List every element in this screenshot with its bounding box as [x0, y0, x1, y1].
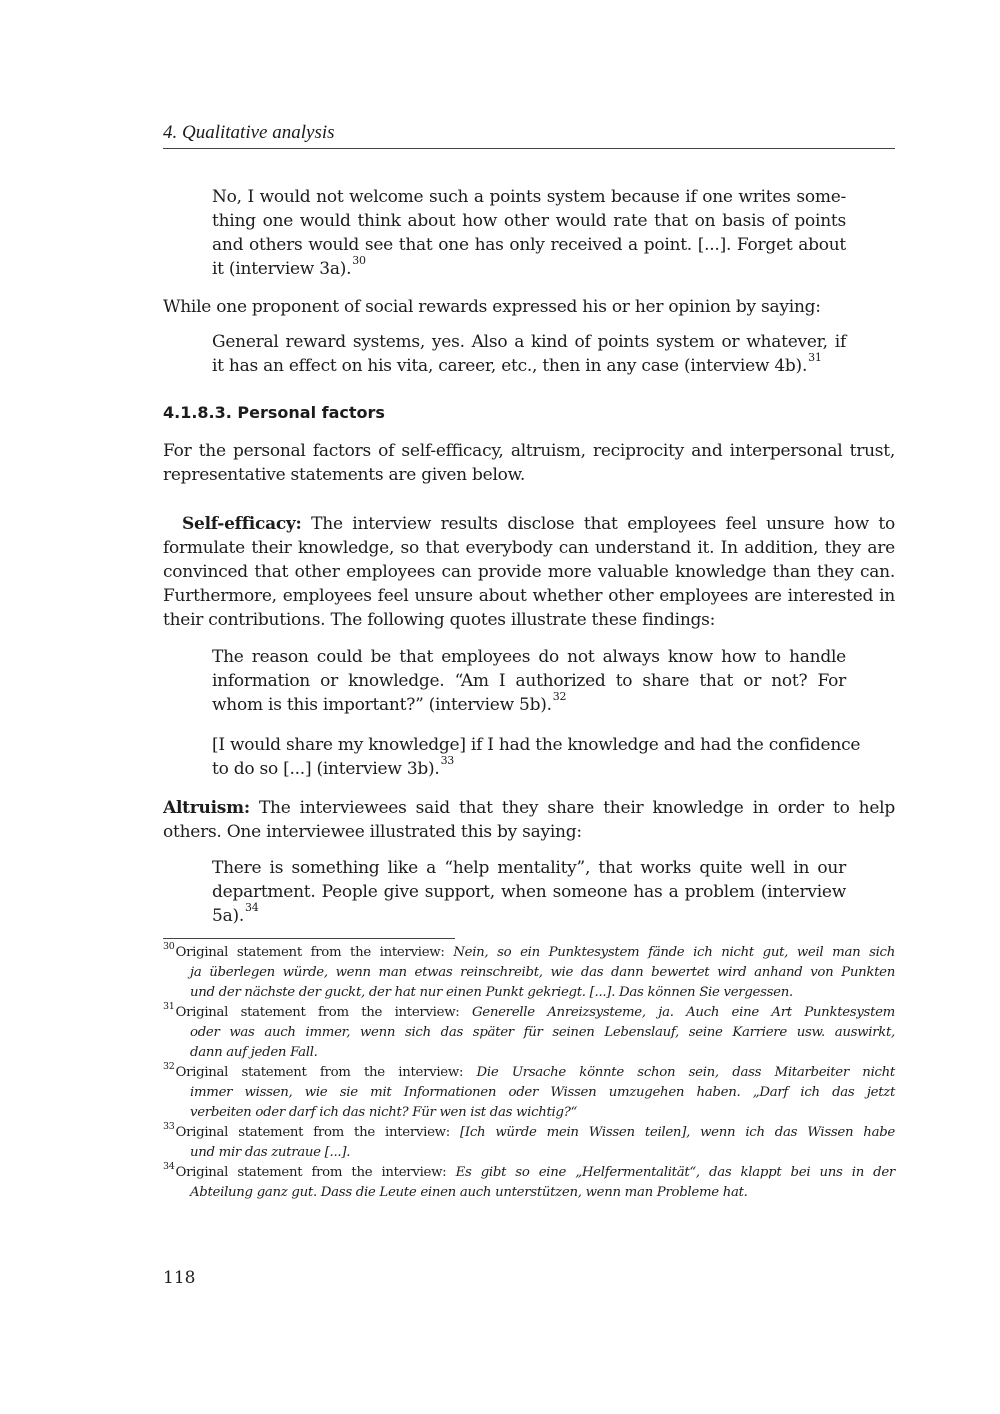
- section-heading: 4.1.8.3. Personal factors: [163, 403, 385, 422]
- quote-line: There is something like a “help mentality”, that works quite well in our: [212, 858, 846, 878]
- paragraph-self-efficacy: [163, 512, 895, 632]
- footnote-line: [163, 1063, 895, 1083]
- paragraph-line-text: The interviewees said that they share their knowledge in order to help: [258, 798, 895, 818]
- quote-line: [I would share my knowledge] if I had the knowledge and had the confidence: [212, 735, 861, 755]
- quote-line: [212, 254, 846, 281]
- quote-line-text: it (interview 3a).: [212, 259, 352, 279]
- footnote-number: 33: [163, 1121, 175, 1132]
- quote-line-text: 5a).: [212, 906, 244, 926]
- paragraph-altruism: [163, 796, 895, 844]
- quote-line: [212, 351, 846, 378]
- quote-line: [212, 690, 846, 717]
- paragraph-line: While one proponent of social rewards expressed his or her opinion by saying:: [163, 297, 821, 317]
- block-quote-interview-3b: [212, 733, 861, 781]
- footnote-number: 30: [163, 941, 175, 952]
- footnote-line: verbeiten oder darf ich das nicht? Für wen ist das wichtig?“: [190, 1105, 578, 1120]
- block-quote-interview-5b: [212, 645, 846, 717]
- footnote-lead: Original statement from the interview:: [175, 1165, 447, 1180]
- footnote-ref-32[interactable]: 32: [552, 690, 567, 703]
- paragraph-line: representative statements are given below.: [163, 465, 526, 485]
- running-header: 4. Qualitative analysis: [163, 122, 335, 143]
- footnote-34: [163, 1163, 895, 1203]
- footnote-lead: Original statement from the interview:: [175, 1005, 460, 1020]
- quote-line: information or knowledge. “Am I authorized to share that or not? For: [212, 671, 846, 691]
- quote-line: No, I would not welcome such a points system because if one writes some-: [212, 187, 846, 207]
- footnote-original-text: Generelle Anreizsysteme, ja. Auch eine Art Punktesystem: [471, 1005, 895, 1020]
- footnote-line: immer wissen, wie sie mit Informationen oder Wissen umzugehen haben. „Darf ich das jetzt: [190, 1085, 895, 1100]
- footnote-line: [163, 1123, 895, 1143]
- block-quote-interview-3a: [212, 185, 846, 281]
- paragraph-line: others. One interviewee illustrated this by saying:: [163, 822, 582, 842]
- footnote-line: oder was auch immer, wenn sich das später für seinen Lebenslauf, seine Karriere usw. auswirkt,: [190, 1025, 895, 1040]
- footnote-lead: Original statement from the interview:: [175, 1065, 464, 1080]
- footnote-line: Abteilung ganz gut. Dass die Leute einen auch unterstützen, wenn man Probleme hat.: [190, 1185, 748, 1200]
- header-rule: [163, 148, 895, 149]
- page-number: 118: [163, 1268, 196, 1288]
- block-quote-interview-5a: [212, 856, 846, 928]
- paragraph-line: convinced that other employees can provide more valuable knowledge than they can.: [163, 562, 895, 582]
- paragraph-line: [163, 796, 895, 820]
- footnote-original-text: Die Ursache könnte schon sein, dass Mitarbeiter nicht: [476, 1065, 895, 1080]
- altruism-label: Altruism:: [163, 798, 250, 818]
- paragraph-line: their contributions. The following quotes illustrate these findings:: [163, 610, 716, 630]
- footnote-ref-33[interactable]: 33: [440, 754, 455, 767]
- footnote-32: [163, 1063, 895, 1123]
- footnote-ref-31[interactable]: 31: [808, 351, 822, 364]
- footnote-number: 34: [163, 1161, 175, 1172]
- footnote-line: [163, 1163, 895, 1183]
- footnote-line: ja überlegen würde, wenn man etwas reinschreibt, wie das dann bewertet wird anhand von Punkten: [190, 965, 895, 980]
- paragraph-line-text: The interview results disclose that employees feel unsure how to: [311, 514, 895, 534]
- paragraph-line: [163, 512, 895, 536]
- quote-line: General reward systems, yes. Also a kind of points system or whatever, if: [212, 332, 846, 352]
- footnote-original-text: Nein, so ein Punktesystem fände ich nicht gut, weil man sich: [453, 945, 895, 960]
- footnote-line: [163, 943, 895, 963]
- footnote-rule: [163, 938, 455, 939]
- footnote-original-text: [Ich würde mein Wissen teilen], wenn ich das Wissen habe: [460, 1125, 895, 1140]
- paragraph-line: formulate their knowledge, so that everybody can understand it. In addition, they are: [163, 538, 895, 558]
- quote-line: and others would see that one has only received a point. [...]. Forget about: [212, 235, 846, 255]
- footnote-ref-30[interactable]: 30: [352, 254, 366, 267]
- paragraph-line: For the personal factors of self-efficacy, altruism, reciprocity and interpersonal trust,: [163, 441, 895, 461]
- quote-line-text: to do so [...] (interview 3b).: [212, 759, 440, 779]
- quote-line-text: whom is this important?” (interview 5b).: [212, 695, 552, 715]
- footnote-ref-34[interactable]: 34: [245, 901, 259, 914]
- footnote-line: und mir das zutraue [...].: [190, 1145, 351, 1160]
- footnote-number: 32: [163, 1061, 175, 1072]
- footnote-number: 31: [163, 1001, 175, 1012]
- block-quote-interview-4b: [212, 330, 846, 378]
- footnote-lead: Original statement from the interview:: [175, 945, 445, 960]
- footnote-original-text: Es gibt so eine „Helfermentalität“, das klappt bei uns in der: [455, 1165, 895, 1180]
- paragraph-personal-factors: [163, 439, 895, 487]
- quote-line: [212, 901, 846, 928]
- paragraph-social-rewards: [163, 295, 895, 319]
- footnote-lead: Original statement from the interview:: [175, 1125, 450, 1140]
- footnote-line: dann auf jeden Fall.: [190, 1045, 318, 1060]
- quote-line: [212, 754, 846, 781]
- paragraph-line: Furthermore, employees feel unsure about whether other employees are interested in: [163, 586, 895, 606]
- quote-line: department. People give support, when someone has a problem (interview: [212, 882, 846, 902]
- quote-line-text: it has an effect on his vita, career, etc., then in any case (interview 4b).: [212, 356, 808, 376]
- footnote-line: und der nächste der guckt, der hat nur einen Punkt gekriegt. [...]. Das können Sie vergessen.: [190, 985, 793, 1000]
- footnote-30: [163, 943, 895, 1003]
- footnote-line: [163, 1003, 895, 1023]
- self-efficacy-label: Self-efficacy:: [182, 514, 302, 534]
- footnote-33: [163, 1123, 895, 1163]
- footnote-31: [163, 1003, 895, 1063]
- quote-line: The reason could be that employees do not always know how to handle: [212, 647, 846, 667]
- quote-line: thing one would think about how other would rate that on basis of points: [212, 211, 846, 231]
